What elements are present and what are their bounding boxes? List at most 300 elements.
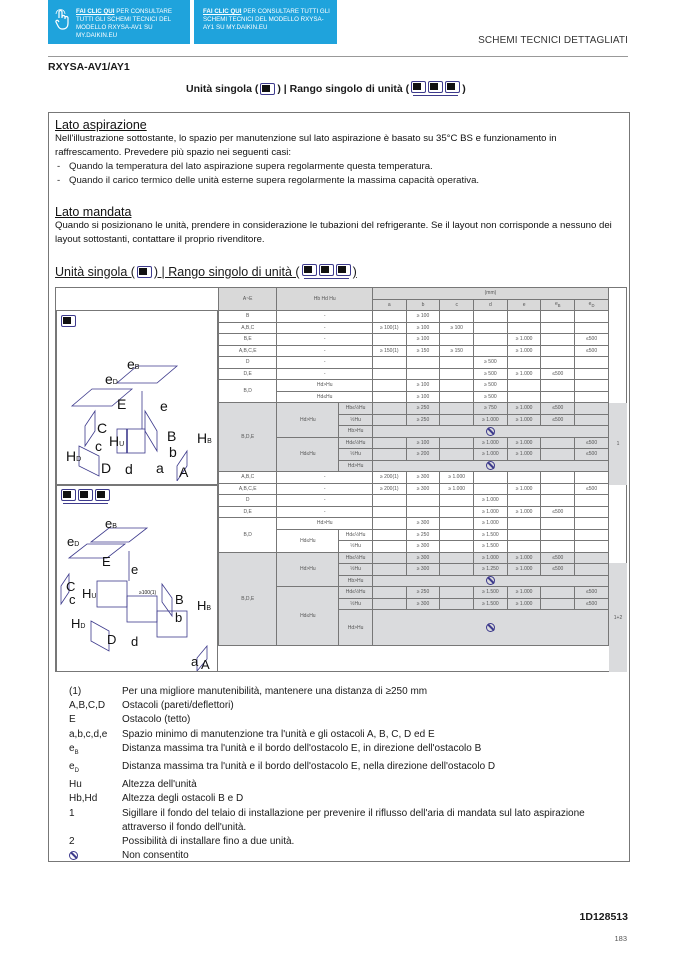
table-cell xyxy=(575,403,609,415)
table-row: D - ≥ 500 xyxy=(219,357,609,369)
table-cell xyxy=(372,518,406,530)
table-row: B,D,E Hd>Hu Hb≤½Hu ≥ 300 ≥ 1.000 ≥ 1.000 ≤500 xyxy=(219,552,609,564)
legend-value: Per una migliore manutenibilità, mantenere una distanza di ≥250 mm xyxy=(122,686,428,697)
table-row: Hb>Hu xyxy=(219,426,609,438)
header-heights: Hb Hd Hu xyxy=(277,288,373,311)
table-cell xyxy=(474,483,508,495)
table-row: Hd≤Hu Hd≤½Hu ≥ 100 ≥ 1.000 ≥ 1.000 ≤500 xyxy=(219,437,609,449)
header-col: d xyxy=(474,299,508,311)
table-header-row xyxy=(219,288,609,300)
page-heading xyxy=(186,81,466,96)
table-cell: ≥ 1.000 xyxy=(474,506,508,518)
svg-text:eD: eD xyxy=(67,534,80,549)
table-cell xyxy=(440,564,474,576)
table-cell: ≥ 1.500 xyxy=(474,529,508,541)
table-cell xyxy=(575,518,609,530)
table-cell: ≥ 150 xyxy=(440,345,474,357)
table-cell xyxy=(406,495,440,507)
clearance-diagram-single xyxy=(57,311,217,481)
svg-text:A: A xyxy=(179,464,189,480)
table-cell: ≥ 1.000 xyxy=(474,518,508,530)
svg-text:HB: HB xyxy=(197,598,212,613)
note-reference-row: 1+2 xyxy=(609,563,627,672)
table-row: Hd≤Hu Hd≤½Hu ≥ 250 ≥ 1.500 ≥ 1.000 ≤500 xyxy=(219,587,609,599)
table-cell: ≥ 1.000 xyxy=(507,483,541,495)
table-cell xyxy=(372,598,406,610)
heading-single-label: Unità singola ( xyxy=(55,264,135,279)
table-row: A,B,C - ≥ 100(1) ≥ 100 ≥ 100 xyxy=(219,322,609,334)
table-cell xyxy=(440,541,474,553)
legend-value: Ostacoli (pareti/deflettori) xyxy=(122,700,234,712)
table-cell: ≥ 100 xyxy=(406,391,440,403)
table-cell xyxy=(474,334,508,346)
table-cell xyxy=(406,357,440,369)
svg-text:A: A xyxy=(201,657,210,671)
discharge-title: Lato mandata xyxy=(55,205,132,219)
not-allowed-icon xyxy=(486,461,495,470)
table-cell: ≥ 1.500 xyxy=(474,598,508,610)
table-cell xyxy=(541,357,575,369)
table-cell xyxy=(372,495,406,507)
table-cell: ≥ 1.000 xyxy=(507,552,541,564)
banner-text: PER CONSULTARE TUTTI GLI SCHEMI TECNICI DEL MODELLO RXYSA-AV1 SU MY.DAIKIN.EU xyxy=(76,8,173,39)
table-cell xyxy=(440,311,474,323)
table-cell xyxy=(440,414,474,426)
table-cell xyxy=(575,472,609,484)
single-unit-diagram xyxy=(56,310,218,485)
table-row: B,D Hd>Hu ≥ 100 ≥ 500 xyxy=(219,380,609,392)
table-cell: ≥ 1.000 xyxy=(507,403,541,415)
svg-text:E: E xyxy=(117,396,127,412)
model-name: RXYSA-AV1/AY1 xyxy=(48,61,130,73)
table-cell: ≤500 xyxy=(575,334,609,346)
svg-text:a: a xyxy=(191,654,199,669)
table-cell: ≤500 xyxy=(575,587,609,599)
table-row: ½Hu ≥ 300 ≥ 1.500 ≥ 1.000 ≤500 xyxy=(219,598,609,610)
svg-text:b: b xyxy=(169,444,177,460)
heading-row-label: ) | Rango singolo di unità ( xyxy=(153,264,300,279)
table-cell xyxy=(541,391,575,403)
legend-value: Distanza massima tra l'unità e il bordo dell'ostacolo E, in direzione dell'ostacolo B xyxy=(122,742,482,754)
table-cell: ≥ 250 xyxy=(406,529,440,541)
table-cell xyxy=(372,552,406,564)
svg-text:HD: HD xyxy=(71,616,86,631)
note-reference-single: 1 xyxy=(609,403,627,485)
unit-row-icon xyxy=(302,264,351,279)
hand-pointer-icon xyxy=(54,9,70,31)
svg-text:c: c xyxy=(69,592,76,607)
table-row: Hb>Hu xyxy=(219,575,609,587)
table-cell: ≥ 1.000 xyxy=(474,449,508,461)
table-cell xyxy=(372,529,406,541)
table-cell: ≥ 250 xyxy=(406,587,440,599)
legend-value: Sigillare il fondo del telaio di installazione per prevenire il riflusso dell'aria di mandata sul lato aspirazione attraverso il fondo dell'unità. xyxy=(122,807,585,833)
header-ae: A~E xyxy=(219,288,277,311)
table-cell xyxy=(575,564,609,576)
legend-item xyxy=(69,728,609,742)
table-heading xyxy=(55,264,357,279)
banner-link[interactable]: FAI CLIC QUI xyxy=(76,8,115,15)
legend-key: E xyxy=(69,714,76,726)
table-cell xyxy=(541,449,575,461)
download-banner-av1[interactable] xyxy=(48,0,190,44)
table-cell: ≥ 1.000 xyxy=(507,449,541,461)
table-cell xyxy=(507,380,541,392)
section-title: SCHEMI TECNICI DETTAGLIATI xyxy=(478,35,628,46)
table-cell xyxy=(440,368,474,380)
legend-key: 1 xyxy=(69,807,75,819)
table-cell xyxy=(372,403,406,415)
table-cell xyxy=(541,483,575,495)
legend-key: (1) xyxy=(69,686,82,697)
table-cell xyxy=(507,472,541,484)
legend-item xyxy=(69,849,609,863)
suction-bullet: - Quando il carico termico delle unità esterne supera regolarmente la massima capacità operativa. xyxy=(57,175,480,186)
svg-text:d: d xyxy=(125,461,133,477)
svg-text:b: b xyxy=(175,610,183,625)
legend-item xyxy=(69,807,609,835)
table-cell xyxy=(372,564,406,576)
header-col: e xyxy=(507,299,541,311)
svg-text:eB: eB xyxy=(105,516,117,531)
svg-text:D: D xyxy=(101,460,112,476)
table-cell: ≥ 1.000 xyxy=(507,368,541,380)
table-cell: ≥ 100 xyxy=(440,322,474,334)
legend-key: $e_D$ xyxy=(69,761,79,775)
table-cell: ≥ 1.000 xyxy=(507,334,541,346)
page-number: 183 xyxy=(614,934,627,943)
unit-row-diagram xyxy=(56,485,218,672)
table-cell xyxy=(507,311,541,323)
table-cell: ≥ 500 xyxy=(474,368,508,380)
svg-text:HU: HU xyxy=(82,586,97,601)
table-cell: ≥ 250 xyxy=(406,414,440,426)
download-banner-ay1[interactable] xyxy=(194,0,337,44)
clearance-diagram-row xyxy=(57,486,217,671)
table-cell xyxy=(541,334,575,346)
table-row: D,E - ≥ 1.000 ≥ 1.000 ≤500 xyxy=(219,506,609,518)
table-cell: ≥ 300 xyxy=(406,552,440,564)
table-cell xyxy=(541,518,575,530)
svg-text:B: B xyxy=(175,592,184,607)
table-cell: ≥ 300 xyxy=(406,598,440,610)
table-cell: ≥ 1.000 xyxy=(507,345,541,357)
legend-key: A,B,C,D xyxy=(69,700,106,712)
banner-link[interactable]: FAI CLIC QUI xyxy=(203,8,242,15)
legend-value: Ostacolo (tetto) xyxy=(122,714,191,726)
table-row: ½Hu ≥ 200 ≥ 1.000 ≥ 1.000 ≤500 xyxy=(219,449,609,461)
table-cell xyxy=(575,541,609,553)
table-cell: ≥ 200 xyxy=(406,449,440,461)
svg-text:HU: HU xyxy=(109,433,125,449)
table-cell: ≥ 100 xyxy=(406,437,440,449)
table-cell: ≥ 500 xyxy=(474,391,508,403)
clearance-table xyxy=(218,287,609,646)
table-cell: ≥ 200(1) xyxy=(372,472,406,484)
legend-value: Spazio minimo di manutenzione tra l'unità e gli ostacoli A, B, C, D ed E xyxy=(122,728,435,740)
table-cell: ≥ 100(1) xyxy=(372,322,406,334)
table-cell xyxy=(440,529,474,541)
unit-row-icon xyxy=(411,81,460,96)
table-row: Hd>Hu xyxy=(219,460,609,472)
table-cell xyxy=(541,311,575,323)
table-cell xyxy=(575,368,609,380)
table-cell: ≥ 1.000 xyxy=(474,437,508,449)
table-cell: ≤500 xyxy=(541,564,575,576)
legend-value: Non consentito xyxy=(122,850,189,862)
table-cell xyxy=(440,506,474,518)
table-cell xyxy=(372,587,406,599)
table-cell xyxy=(372,541,406,553)
table-cell: ≥ 300 xyxy=(406,483,440,495)
table-cell: ≥ 300 xyxy=(406,518,440,530)
table-cell: ≥ 1.000 xyxy=(507,414,541,426)
legend-value: Distanza massima tra l'unità e il bordo dell'ostacolo E, nella direzione dell'ostacolo D xyxy=(122,761,496,773)
table-cell: ≥ 1.000 xyxy=(474,414,508,426)
legend-item xyxy=(69,699,609,713)
table-cell xyxy=(440,334,474,346)
legend-value: Altezza degli ostacoli B e D xyxy=(122,793,244,805)
legend-key: $e_B$ xyxy=(69,742,79,756)
table-cell xyxy=(507,322,541,334)
header-col: a xyxy=(372,299,406,311)
table-cell: ≤500 xyxy=(575,345,609,357)
table-cell xyxy=(406,368,440,380)
svg-text:e: e xyxy=(160,398,168,414)
table-cell: ≥ 100 xyxy=(406,380,440,392)
table-cell: ≥ 100 xyxy=(406,311,440,323)
table-cell xyxy=(440,552,474,564)
legend-item xyxy=(69,685,609,699)
table-row: B,D Hd>Hu ≥ 300 ≥ 1.000 xyxy=(219,518,609,530)
heading-close: ) xyxy=(462,82,466,95)
table-cell: ≥ 500 xyxy=(474,357,508,369)
discharge-section xyxy=(55,205,625,247)
table-cell xyxy=(406,506,440,518)
table-cell xyxy=(372,311,406,323)
legend-value: Altezza dell'unità xyxy=(122,779,197,791)
table-cell: ≤500 xyxy=(575,483,609,495)
header-col: b xyxy=(406,299,440,311)
table-cell xyxy=(372,506,406,518)
legend-item xyxy=(69,835,609,849)
heading-row-label: ) | Rango singolo di unità ( xyxy=(277,82,410,95)
discharge-text: Quando si posizionano le unità, prendere in considerazione le tubazioni del refrigerante. Se il layout non corrisponde a nessuno dei layout sottostanti, contattare il proprio rivenditore. xyxy=(55,220,612,245)
suction-bullet: - Quando la temperatura del lato aspirazione supera regolarmente questa temperatura. xyxy=(57,161,433,172)
table-cell: ≥ 150 xyxy=(406,345,440,357)
banner-text: PER CONSULTARE TUTTI GLI SCHEMI TECNICI DEL MODELLO RXYSA-AY1 SU MY.DAIKIN.EU xyxy=(203,8,330,31)
table-cell: ≥ 1.000 xyxy=(474,552,508,564)
heading-single-label: Unità singola ( xyxy=(186,82,259,95)
table-row: D - ≥ 1.000 xyxy=(219,495,609,507)
suction-section xyxy=(55,118,625,188)
table-cell xyxy=(440,403,474,415)
table-cell: ≥ 1.000 xyxy=(440,472,474,484)
table-cell xyxy=(575,414,609,426)
svg-text:eD: eD xyxy=(105,371,118,387)
table-cell: ≥ 1.500 xyxy=(474,541,508,553)
table-cell xyxy=(372,414,406,426)
svg-text:E: E xyxy=(102,554,111,569)
table-cell: ≥ 100 xyxy=(406,322,440,334)
table-cell xyxy=(541,472,575,484)
table-row: D,E - ≥ 500 ≥ 1.000 ≤500 xyxy=(219,368,609,380)
not-allowed-icon xyxy=(486,623,495,632)
table-row: ½Hu ≥ 250 ≥ 1.000 ≥ 1.000 ≤500 xyxy=(219,414,609,426)
table-cell: ≥ 1.000 xyxy=(507,598,541,610)
svg-text:≥100(1): ≥100(1) xyxy=(139,590,157,596)
legend xyxy=(69,685,609,863)
table-cell: ≥ 250 xyxy=(406,403,440,415)
svg-text:c: c xyxy=(95,438,102,454)
svg-text:C: C xyxy=(97,420,108,436)
legend-item xyxy=(69,742,609,760)
header-col: $e_B$ xyxy=(541,299,575,311)
table-cell: ≥ 1.000 xyxy=(507,564,541,576)
single-unit-icon xyxy=(137,266,152,278)
heading-close: ) xyxy=(352,264,357,279)
legend-key: Hu xyxy=(69,779,82,791)
table-cell: ≤500 xyxy=(541,506,575,518)
table-cell xyxy=(474,345,508,357)
table-row: B,D,E Hd>Hu Hb≤½Hu ≥ 250 ≥ 750 ≥ 1.000 ≤500 xyxy=(219,403,609,415)
svg-text:D: D xyxy=(107,632,117,647)
table-cell xyxy=(372,391,406,403)
legend-item xyxy=(69,778,609,792)
table-cell: ≤500 xyxy=(541,368,575,380)
legend-item xyxy=(69,713,609,727)
single-unit-icon xyxy=(260,83,275,95)
header-col: $e_D$ xyxy=(575,299,609,311)
table-cell xyxy=(541,598,575,610)
header-unit: (mm) xyxy=(372,288,608,300)
svg-text:e: e xyxy=(131,562,139,577)
table-cell: ≥ 1.000 xyxy=(507,587,541,599)
table-cell: ≥ 750 xyxy=(474,403,508,415)
table-cell: ≤500 xyxy=(575,449,609,461)
table-row: B - ≥ 100 xyxy=(219,311,609,323)
not-allowed-icon xyxy=(69,851,78,860)
table-cell: ≥ 300 xyxy=(406,541,440,553)
table-cell xyxy=(507,541,541,553)
table-cell xyxy=(541,380,575,392)
table-cell: ≥ 1.250 xyxy=(474,564,508,576)
table-cell xyxy=(507,529,541,541)
legend-key: a,b,c,d,e xyxy=(69,728,108,740)
table-cell xyxy=(440,380,474,392)
table-row: A,B,C - ≥ 200(1) ≥ 300 ≥ 1.000 xyxy=(219,472,609,484)
table-cell xyxy=(507,357,541,369)
table-cell xyxy=(440,437,474,449)
svg-text:d: d xyxy=(131,634,139,649)
table-cell xyxy=(372,357,406,369)
table-row: ½Hu ≥ 300 ≥ 1.250 ≥ 1.000 ≤500 xyxy=(219,564,609,576)
table-cell xyxy=(440,495,474,507)
table-cell: ≥ 300 xyxy=(406,564,440,576)
table-cell: ≥ 150(1) xyxy=(372,345,406,357)
table-cell: ≤500 xyxy=(541,552,575,564)
table-cell xyxy=(440,357,474,369)
table-cell xyxy=(575,552,609,564)
table-cell xyxy=(541,437,575,449)
table-cell xyxy=(541,345,575,357)
suction-title: Lato aspirazione xyxy=(55,118,147,132)
legend-key: 2 xyxy=(69,836,75,848)
table-row: A,B,C,E - ≥ 150(1) ≥ 150 ≥ 150 ≥ 1.000 ≤500 xyxy=(219,345,609,357)
table-cell xyxy=(575,322,609,334)
svg-text:B: B xyxy=(167,428,177,444)
table-cell: ≥ 500 xyxy=(474,380,508,392)
table-cell xyxy=(440,391,474,403)
svg-text:eB: eB xyxy=(127,356,140,372)
legend-key: Hb,Hd xyxy=(69,793,98,805)
table-row: ½Hu ≥ 300 ≥ 1.500 xyxy=(219,541,609,553)
table-cell xyxy=(575,311,609,323)
header-col: c xyxy=(440,299,474,311)
table-cell xyxy=(507,518,541,530)
header-divider xyxy=(48,56,628,57)
table-cell: ≥ 1.000 xyxy=(440,483,474,495)
table-cell: ≥ 200(1) xyxy=(372,483,406,495)
table-cell xyxy=(440,587,474,599)
table-cell xyxy=(372,380,406,392)
table-cell xyxy=(575,506,609,518)
table-cell xyxy=(440,518,474,530)
table-cell xyxy=(440,598,474,610)
table-cell xyxy=(372,449,406,461)
table-cell: ≤500 xyxy=(575,598,609,610)
legend-item xyxy=(69,760,609,778)
table-cell xyxy=(541,495,575,507)
table-cell xyxy=(372,437,406,449)
table-cell xyxy=(541,322,575,334)
table-cell xyxy=(541,541,575,553)
table-row: Hd≤Hu ≥ 100 ≥ 500 xyxy=(219,391,609,403)
table-cell xyxy=(440,449,474,461)
table-cell: ≥ 100 xyxy=(406,334,440,346)
table-cell xyxy=(474,472,508,484)
suction-text: Nell'illustrazione sottostante, lo spazio per manutenzione sul lato aspirazione è basato su 35°C BS e funzionamento in raffrescamento. Prevedere più spazio nei seguenti casi: xyxy=(55,133,557,158)
not-allowed-icon xyxy=(486,427,495,436)
table-cell xyxy=(507,495,541,507)
table-cell xyxy=(575,529,609,541)
legend-item xyxy=(69,792,609,806)
not-allowed-icon xyxy=(486,576,495,585)
table-cell xyxy=(507,391,541,403)
table-cell xyxy=(575,391,609,403)
table-cell: ≤500 xyxy=(541,403,575,415)
content-frame xyxy=(48,112,630,862)
table-cell: ≤500 xyxy=(575,437,609,449)
table-row: Hd>Hu xyxy=(219,610,609,646)
legend-value: Possibilità di installare fino a due unità. xyxy=(122,836,295,848)
table-cell: ≥ 1.000 xyxy=(507,506,541,518)
legend-key xyxy=(69,849,122,863)
svg-text:a: a xyxy=(156,460,164,476)
table-cell: ≥ 1.000 xyxy=(507,437,541,449)
table-cell xyxy=(372,368,406,380)
table-cell xyxy=(372,334,406,346)
table-row: Hd≤Hu Hd≤½Hu ≥ 250 ≥ 1.500 xyxy=(219,529,609,541)
table-cell: ≥ 1.000 xyxy=(474,495,508,507)
table-cell xyxy=(575,380,609,392)
table-row: B,E - ≥ 100 ≥ 1.000 ≤500 xyxy=(219,334,609,346)
table-cell xyxy=(541,529,575,541)
table-row: A,B,C,E - ≥ 200(1) ≥ 300 ≥ 1.000 ≥ 1.000 ≤500 xyxy=(219,483,609,495)
table-cell: ≥ 300 xyxy=(406,472,440,484)
table-cell: ≥ 1.500 xyxy=(474,587,508,599)
table-cell xyxy=(474,311,508,323)
